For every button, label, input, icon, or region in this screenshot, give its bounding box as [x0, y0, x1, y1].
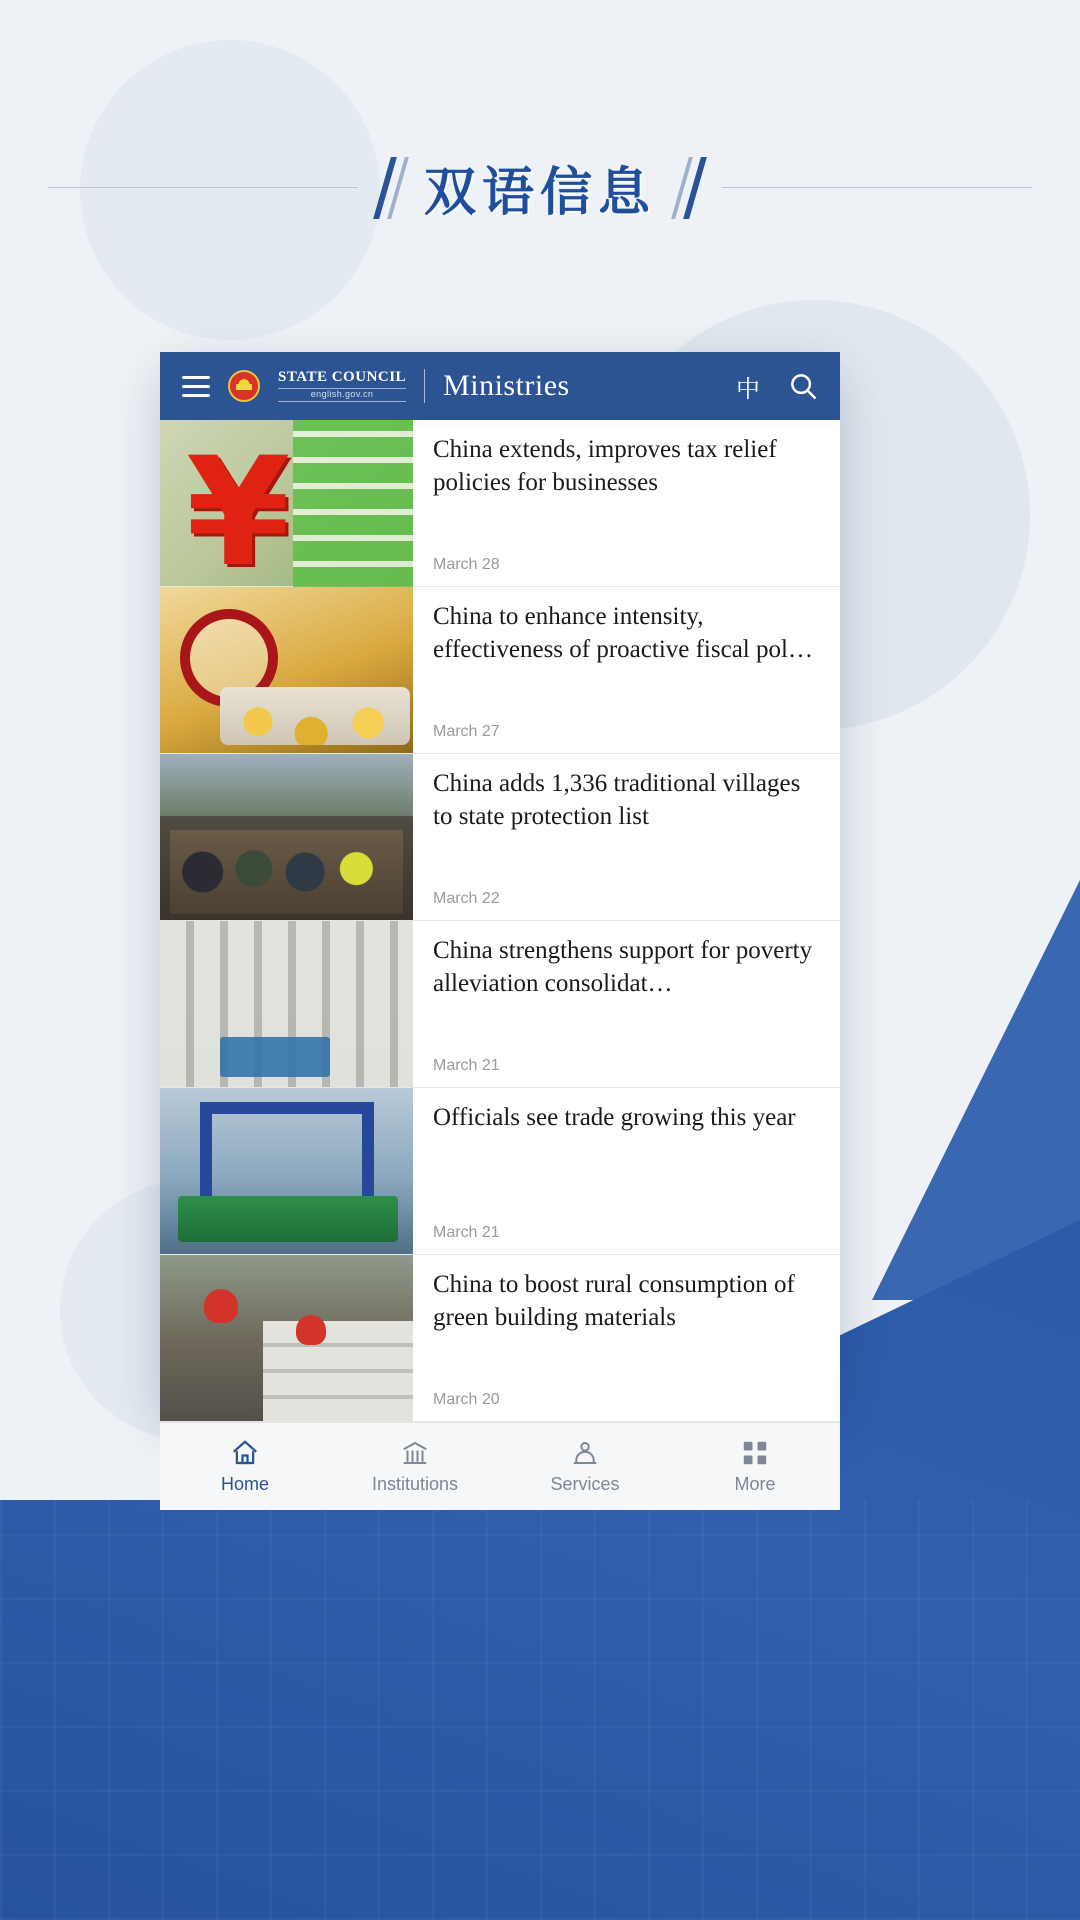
- banner: [0, 150, 1080, 225]
- home-icon: [230, 1438, 260, 1468]
- tab-label: More: [734, 1474, 776, 1494]
- banner-title: 双语信息: [423, 163, 656, 223]
- banner-rule-right: [722, 187, 1032, 188]
- state-emblem-icon: [228, 370, 260, 402]
- header-actions: [736, 369, 818, 404]
- list-item[interactable]: [160, 1088, 840, 1255]
- banner-rule-left: [48, 187, 358, 188]
- banner-slash-left: [382, 157, 400, 219]
- news-title: China to boost rural consumption of green building materials: [433, 1271, 795, 1331]
- bg-blue-corner-shape: [820, 880, 1080, 1300]
- tab-services[interactable]: [500, 1438, 670, 1495]
- news-title: China extends, improves tax relief policies for businesses: [433, 436, 777, 496]
- list-item[interactable]: [160, 1255, 840, 1422]
- news-date: March 22: [433, 890, 500, 907]
- news-text: [413, 420, 840, 586]
- brand-lockup[interactable]: [278, 370, 406, 401]
- tab-institutions[interactable]: [330, 1438, 500, 1495]
- news-thumbnail: [160, 1088, 413, 1254]
- language-toggle-button[interactable]: 中: [736, 374, 760, 403]
- news-date: March 21: [433, 1057, 500, 1074]
- news-title: China to enhance intensity, effectiveness of proactive fiscal pol…: [433, 603, 813, 663]
- phone-mockup: [160, 352, 840, 1494]
- tab-home[interactable]: [160, 1438, 330, 1495]
- news-list[interactable]: [160, 420, 840, 1422]
- news-thumbnail: [160, 587, 413, 753]
- hamburger-icon[interactable]: [182, 376, 210, 397]
- news-text: [413, 587, 840, 753]
- news-text: [413, 921, 840, 1087]
- search-icon[interactable]: [788, 371, 818, 401]
- bank-building-icon: [400, 1438, 430, 1468]
- list-item[interactable]: [160, 420, 840, 587]
- tab-more[interactable]: [670, 1438, 840, 1495]
- news-thumbnail: [160, 921, 413, 1087]
- tab-label: Services: [550, 1474, 620, 1494]
- news-date: March 27: [433, 723, 500, 740]
- news-title: China adds 1,336 traditional villages to state protection list: [433, 770, 801, 830]
- list-item[interactable]: [160, 587, 840, 754]
- header-divider: [424, 369, 425, 403]
- news-text: [413, 1255, 840, 1421]
- bottom-tab-bar: [160, 1422, 840, 1510]
- news-text: [413, 1088, 840, 1254]
- news-thumbnail: [160, 1255, 413, 1421]
- news-thumbnail: [160, 420, 413, 586]
- news-text: [413, 754, 840, 920]
- banner-slash-right: [680, 157, 698, 219]
- page-title: Ministries: [443, 369, 570, 402]
- list-item[interactable]: [160, 754, 840, 921]
- news-title: Officials see trade growing this year: [433, 1104, 796, 1131]
- grid-more-icon: [740, 1438, 770, 1468]
- news-date: March 21: [433, 1224, 500, 1241]
- tab-label: Institutions: [371, 1474, 459, 1494]
- brand-name: STATE COUNCIL: [278, 369, 407, 386]
- list-item[interactable]: [160, 921, 840, 1088]
- news-thumbnail: [160, 754, 413, 920]
- brand-domain: english.gov.cn: [278, 388, 406, 401]
- news-title: China strengthens support for poverty alleviation consolidat…: [433, 937, 813, 997]
- person-services-icon: [570, 1438, 600, 1468]
- tab-label: Home: [220, 1474, 269, 1494]
- news-date: March 20: [433, 1391, 500, 1408]
- news-date: March 28: [433, 556, 500, 573]
- app-header: [160, 352, 840, 420]
